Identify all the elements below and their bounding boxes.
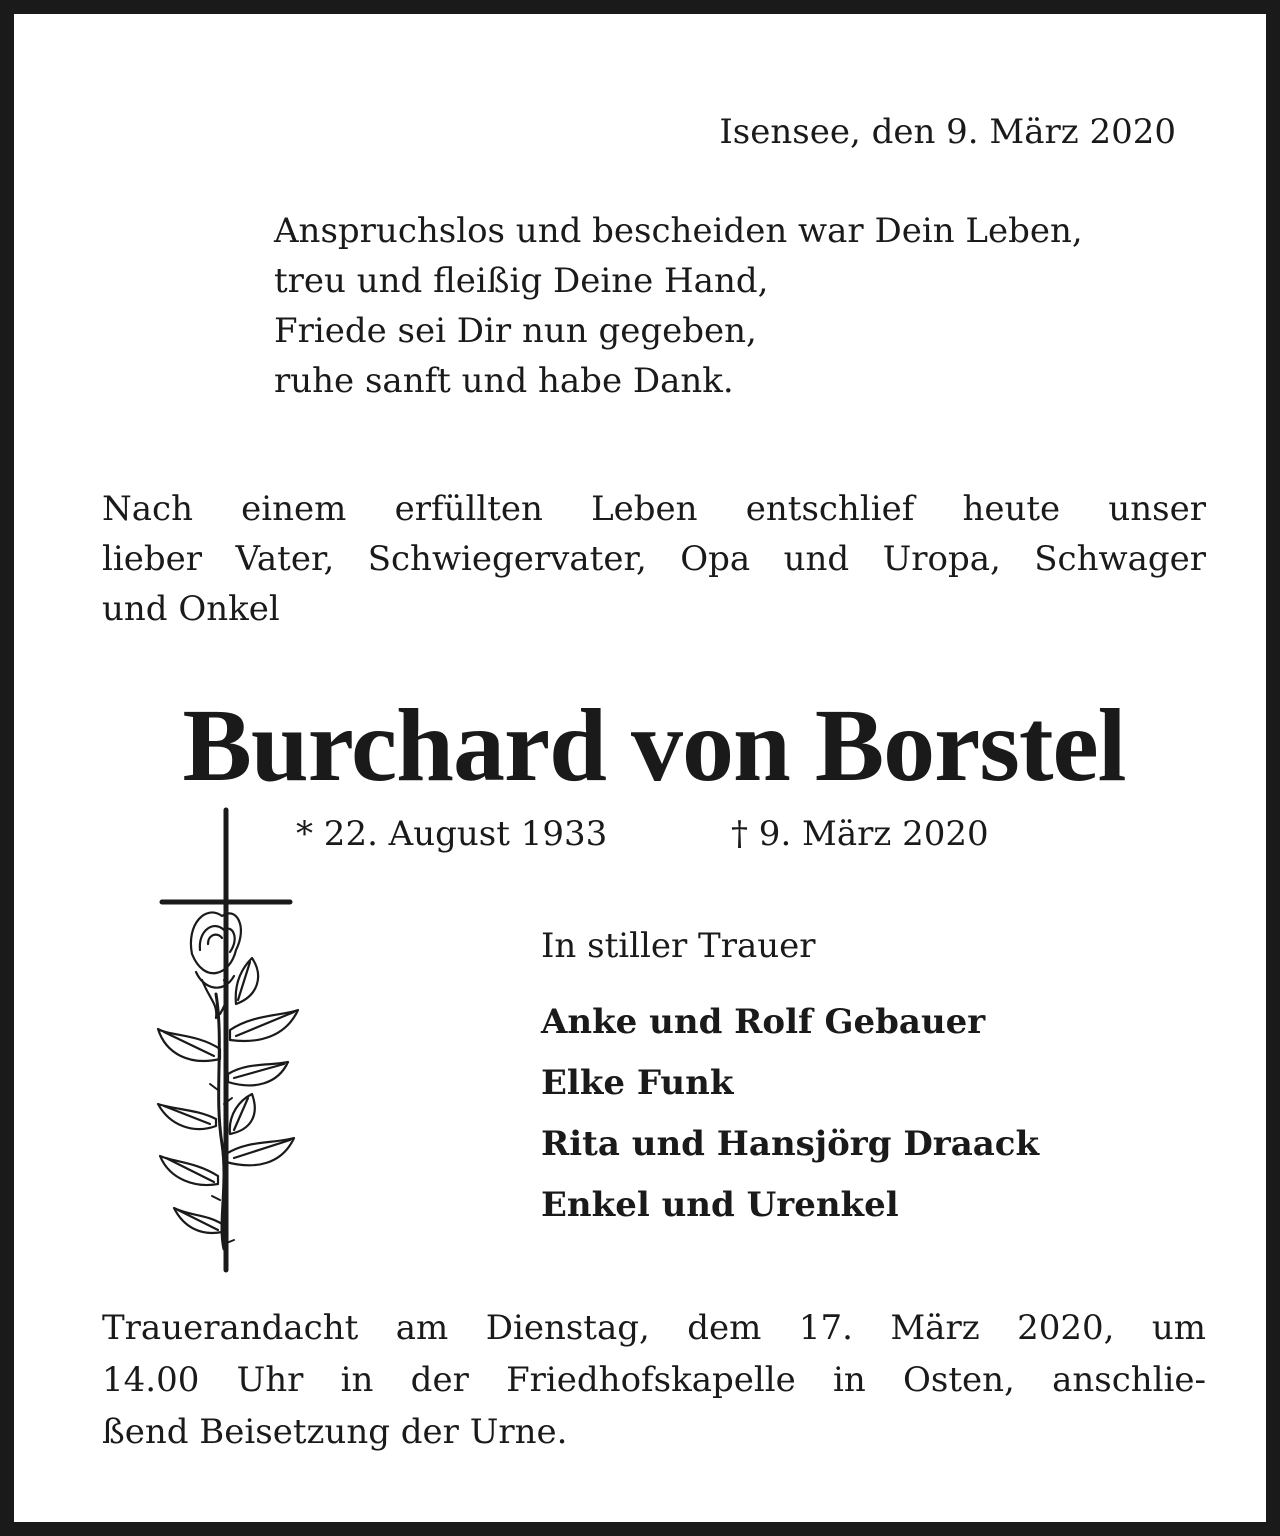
service-line: 14.00 Uhr in der Friedhofskapelle in Osten, anschlie- <box>102 1360 1206 1400</box>
death-date: † 9. März 2020 <box>731 814 989 854</box>
intro-line: lieber Vater, Schwiegervater, Opa und Uropa, Schwager <box>102 539 1206 579</box>
mourner-name: Enkel und Urenkel <box>541 1185 899 1225</box>
poem-line: Friede sei Dir nun gegeben, <box>274 311 757 351</box>
intro-line: und Onkel <box>102 589 280 629</box>
poem-line: ruhe sanft und habe Dank. <box>274 361 734 401</box>
birth-date: * 22. August 1933 <box>296 814 608 854</box>
memorial-poem <box>274 206 1214 406</box>
cross-with-rose-icon <box>144 804 314 1274</box>
poem-line: Anspruchslos und bescheiden war Dein Leben, <box>274 211 1083 251</box>
service-line: ßend Beisetzung der Urne. <box>102 1412 568 1452</box>
mourner-list <box>541 992 1039 1236</box>
rose-stem <box>216 994 224 1249</box>
place-date: Isensee, den 9. März 2020 <box>719 112 1176 152</box>
intro-text <box>102 484 1206 634</box>
mourner-name: Rita und Hansjörg Draack <box>541 1124 1040 1164</box>
poem-line: treu und fleißig Deine Hand, <box>274 261 769 301</box>
deceased-name: Burchard von Borstel <box>182 688 1126 803</box>
mourner-name: Elke Funk <box>541 1063 734 1103</box>
mourning-label: In stiller Trauer <box>541 926 816 966</box>
funeral-service-info <box>102 1302 1206 1458</box>
service-line: Trauerandacht am Dienstag, dem 17. März 2020, um <box>102 1308 1206 1348</box>
mourner-name: Anke und Rolf Gebauer <box>541 1002 986 1042</box>
intro-line: Nach einem erfüllten Leben entschlief heute unser <box>102 489 1206 529</box>
